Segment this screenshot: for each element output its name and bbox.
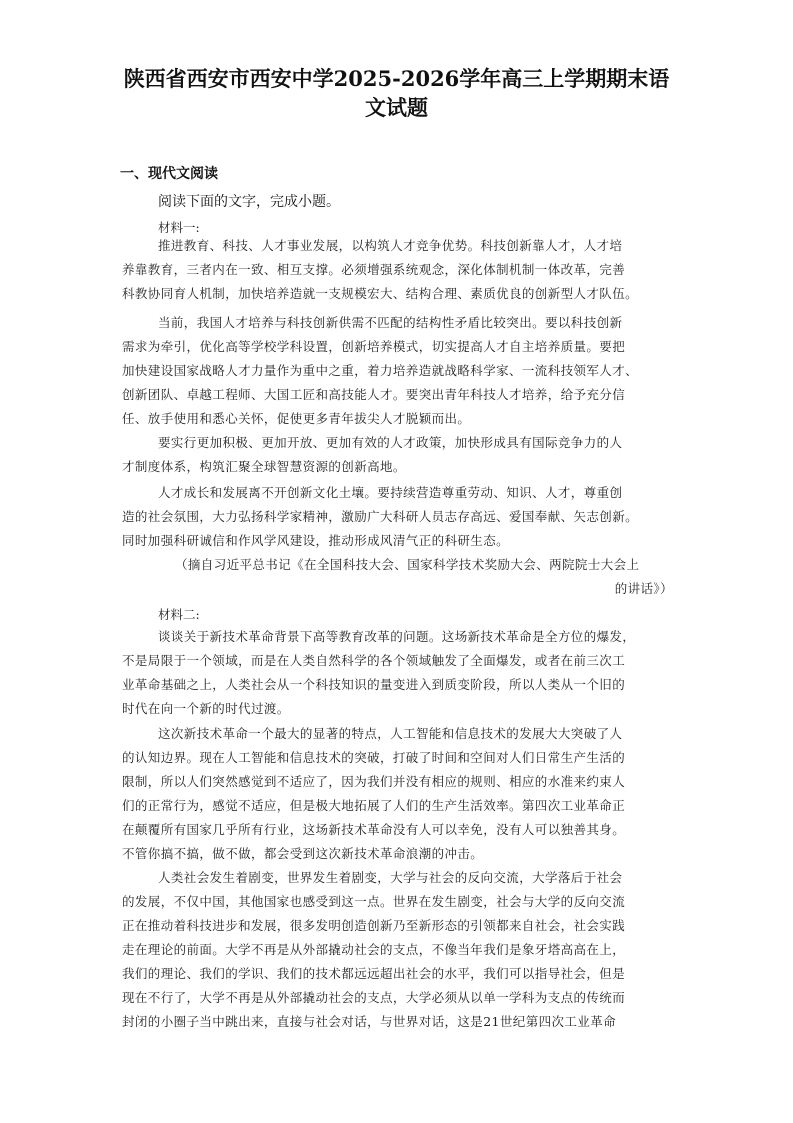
text-line: 时代在向一个新的时代过渡。 (122, 701, 290, 716)
text-line: 业革命基础之上，人类社会从一个科技知识的量变进入到质变阶段，所以人类从一个旧的 (122, 677, 626, 692)
text-line: 人才成长和发展离不开创新文化土壤。要持续营造尊重劳动、知识、人才，尊重创 (158, 485, 623, 500)
text-line: 的发展，不仅中国，其他国家也感受到这一点。世界在发生剧变，社会与大学的反向交流 (122, 894, 626, 909)
text-line: 当前，我国人才培养与科技创新供需不匹配的结构性矛盾比较突出。要以科技创新 (158, 315, 623, 330)
text-line: 不是局限于一个领域，而是在人类自然科学的各个领域触发了全面爆发，或者在前三次工 (122, 653, 626, 668)
text-line: 不管你搞不搞，做不做，都会受到这次新技术革命浪潮的冲击。 (122, 846, 484, 861)
material-1-paragraph (122, 234, 638, 306)
text-line: 科教协同育人机制，加快培养造就一支规模宏大、结构合理、素质优良的创新型人才队伍。 (122, 286, 639, 301)
material-1-paragraph (122, 481, 638, 553)
section-heading: 一、现代文阅读 (120, 166, 218, 182)
text-line: 同时加强科研诚信和作风学风建设，推动形成风清气正的科研生态。 (122, 533, 510, 548)
material-2-label: 材料二: (158, 607, 200, 622)
source-citation-line: （摘自习近平总书记《在全国科技大会、国家科学技术奖励大会、两院院士大会上 (175, 557, 640, 572)
text-line: 养靠教育，三者内在一致、相互支撑。必须增强系统观念，深化体制机制一体改革，完善 (122, 262, 626, 277)
text-line: 限制，所以人们突然感觉到不适应了，因为我们并没有相应的规则、相应的水准来约束人 (122, 774, 626, 789)
material-2-paragraph (122, 866, 625, 1034)
text-line: 现在不行了，大学不再是从外部撬动社会的支点，大学必须从以单一学科为支点的传统而 (122, 990, 626, 1005)
page-title (100, 64, 693, 122)
text-line: 这次新技术革命一个最大的显著的特点，人工智能和信息技术的发展大大突破了人 (158, 726, 623, 741)
text-line: 需求为牵引，优化高等学校学科设置，创新培养模式，切实提高人才自主培养质量。要把 (122, 339, 626, 354)
text-line: 正在推动着科技进步和发展，很多发明创造创新乃至新形态的引领都来自社会，社会实践 (122, 918, 626, 933)
text-line: 任、放手使用和悉心关怀，促使更多青年拔尖人才脱颖而出。 (122, 411, 471, 426)
text-line: 人类社会发生着剧变，世界发生着剧变，大学与社会的反向交流，大学落后于社会 (158, 870, 623, 885)
text-line: 我们的理论、我们的学识、我们的技术都远远超出社会的水平，我们可以指导社会，但是 (122, 966, 626, 981)
text-line: 加快建设国家战略人才力量作为重中之重，着力培养造就战略科学家、一流科技领军人才、 (122, 363, 639, 378)
material-2-paragraph (122, 722, 625, 866)
material-1-label: 材料一: (158, 220, 200, 235)
text-line: 们的正常行为，感觉不适应，但是极大地拓展了人们的生产生活效率。第四次工业革命正 (122, 798, 626, 813)
reading-instruction: 阅读下面的文字，完成小题。 (158, 194, 340, 210)
material-1-paragraph (122, 431, 622, 479)
text-line: 在颠覆所有国家几乎所有行业，这场新技术革命没有人可以幸免，没有人可以独善其身。 (122, 822, 626, 837)
material-2-paragraph (122, 625, 635, 721)
text-line: 封闭的小圈子当中跳出来，直接与社会对话，与世界对话，这是21世纪第四次工业革命 (122, 1014, 617, 1029)
text-line: 的认知边界。现在人工智能和信息技术的突破，打破了时间和空间对人们日常生产生活的 (122, 750, 626, 765)
text-line: 推进教育、科技、人才事业发展，以构筑人才竞争优势。科技创新靠人才，人才培 (158, 238, 623, 253)
title-line-2: 文试题 (365, 95, 428, 120)
text-line: 走在理论的前面。大学不再是从外部撬动社会的支点，不像当年我们是象牙塔高高在上， (122, 942, 626, 957)
text-line: 创新团队、卓越工程师、大国工匠和高技能人才。要突出青年科技人才培养，给予充分信 (122, 387, 626, 402)
text-line: 造的社会氛围，大力弘扬科学家精神，激励广大科研人员志存高远、爱国奉献、矢志创新。 (122, 509, 639, 524)
text-line: 才制度体系，构筑汇聚全球智慧资源的创新高地。 (122, 459, 406, 474)
source-citation-line: 的讲话》） (614, 581, 673, 596)
material-1-paragraph (122, 311, 638, 431)
text-line: 谈谈关于新技术革命背景下高等教育改革的问题。这场新技术革命是全方位的爆发， (158, 629, 636, 644)
title-line-1: 陕西省西安市西安中学2025-2026学年高三上学期期末语 (123, 66, 670, 91)
text-line: 要实行更加积极、更加开放、更加有效的人才政策，加快形成具有国际竞争力的人 (158, 435, 623, 450)
